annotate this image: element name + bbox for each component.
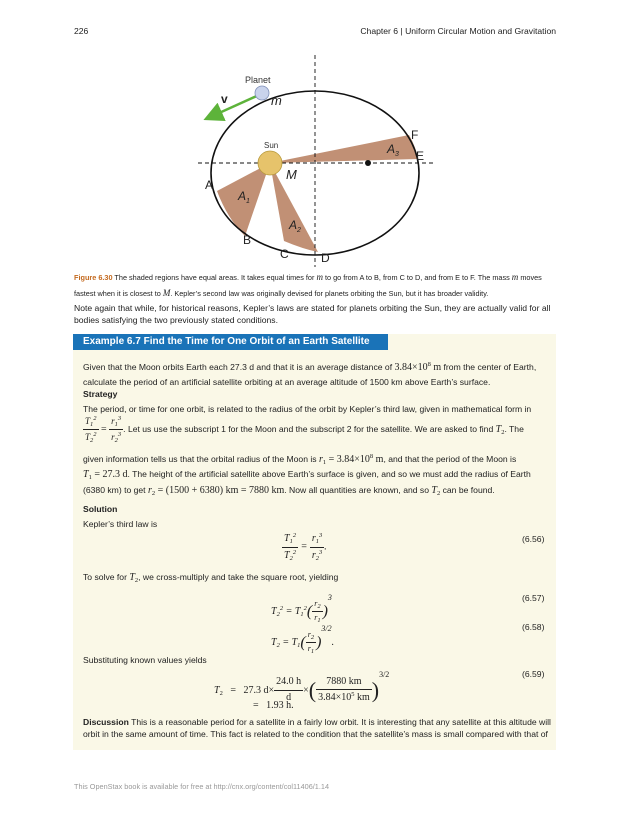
eq-number-6-59: (6.59) [522,669,545,679]
label-A: A [205,178,214,192]
footer: This OpenStax book is available for free at http://cnx.org/content/col11406/1.14 [74,782,330,791]
label-A3-sub: 3 [395,151,399,158]
kepler-figure [190,55,440,270]
label-A2-sub: 2 [297,227,301,234]
eq-number-6-57: (6.57) [522,593,545,603]
solution-line-3: Substituting known values yields [83,655,207,665]
result-line: = 1.93 h. [253,700,294,711]
discussion-paragraph: Discussion This is a reasonable period for a satellite in a fairly low orbit. It is interesting that any satellite at this altitude will orbit in the same amount of time. This fact is related to the condition that the satellite’s mass is small compared with that of [83,717,551,740]
example-title: Example 6.7 Find the Time for One Orbit of an Earth Satellite [73,334,388,350]
eq-number-6-56: (6.56) [522,534,545,544]
velocity-arrow [208,95,259,118]
equation-6-57: $T_2^2 = T_1^2$( $\frac{r_2}{r_1}$ )$^3$ [271,593,332,625]
label-M: M [286,167,297,182]
equation-6-56: $\frac{T_1^2}{T_2^2}$ = $\frac{r_1^3}{r_2^3}$ . [284,532,327,562]
strategy-line-4: given information tells us that the orbital radius of the Moon is $r_1 = 3.84\times 10^8$ m, and that the period of the Moon is [83,453,517,466]
label-planet: Planet [245,75,271,85]
given-text: Given that the Moon orbits Earth each 27.3 d and that it is an average distance of $3.84\times 10^8$ m from the center of Earth, calculate the period of an artificial satellite orbiting at an average altitude of 1500 km above Earth’s surface. [83,361,537,387]
empty-focus [365,160,371,166]
label-B: B [243,233,252,247]
solution-line-2: To solve for $T_2$, we cross-multiply and take the square root, yielding [83,572,339,584]
note-paragraph: Note again that while, for historical reasons, Kepler’s laws are stated for planets orbiting the Sun, they are actually valid for all bodies satisfying the two previously stated conditions. [74,303,551,326]
strategy-line-1: The period, or time for one orbit, is related to the radius of the orbit by Kepler’s third law, given in mathematical form in [83,404,532,414]
sector-A3 [270,135,418,163]
label-sun: Sun [264,141,279,150]
equation-6-58: $T_2 = T_1$( $\frac{r_2}{r_1}$ )$^{3/2}$. [271,624,335,656]
label-A1-sub: 1 [246,198,250,205]
planet [255,86,269,100]
label-A3: A [387,142,396,156]
label-m: m [271,93,282,108]
sun [258,151,282,175]
label-D: D [321,251,330,265]
kepler-fraction-inline: $\frac{T_1^2}{T_2^2}$ [85,415,97,445]
label-C: C [280,247,289,261]
page-number: 226 [74,26,89,36]
caption-label: Figure 6.30 [74,273,113,282]
eq-number-6-58: (6.58) [522,622,545,632]
strategy-line-5: $T_1 = 27.3$ d. The height of the artificial satellite above Earth’s surface is given, and so we must add the radius of Earth [83,469,531,481]
chapter-title: Chapter 6 | Uniform Circular Motion and Gravitation [360,26,556,36]
label-F: F [411,128,419,142]
equation-6-59: $T_2 = 27.3$ d× $\frac{24.0 h}{d}$ ×( $\frac{7880 km}{3.84\times 10^5 km}$ )$^{3/2}$ [214,670,390,704]
solution-heading: Solution [83,504,118,514]
label-E: E [416,149,425,163]
strategy-heading: Strategy [83,389,118,399]
solution-line-1: Kepler’s third law is [83,519,158,529]
strategy-line-2: $\frac{T_1^2}{T_2^2}$ = $\frac{r_1^3}{r_2^3}$ . Let us use the subscript 1 for the Moon and the subscript 2 for the satellite. We are asked to find $T_2$. The [85,415,524,445]
figure-caption: Figure 6.30 The shaded regions have equal areas. It takes equal times for m to go from A to B, from C to D, and from E to F. The mass m moves fastest when it is closest to M. Kepler’s second law was originally devised for planets orbiting the Sun, but it has broader validity. [74,272,542,298]
label-A1: A [238,189,247,203]
strategy-line-6: (6380 km) to get $r_2 = (1500 + 6380)$ km = 7880 km. Now all quantities are known, and so $T_2$ can be found. [83,485,495,497]
label-v: v [221,92,228,106]
label-A2: A [289,218,298,232]
